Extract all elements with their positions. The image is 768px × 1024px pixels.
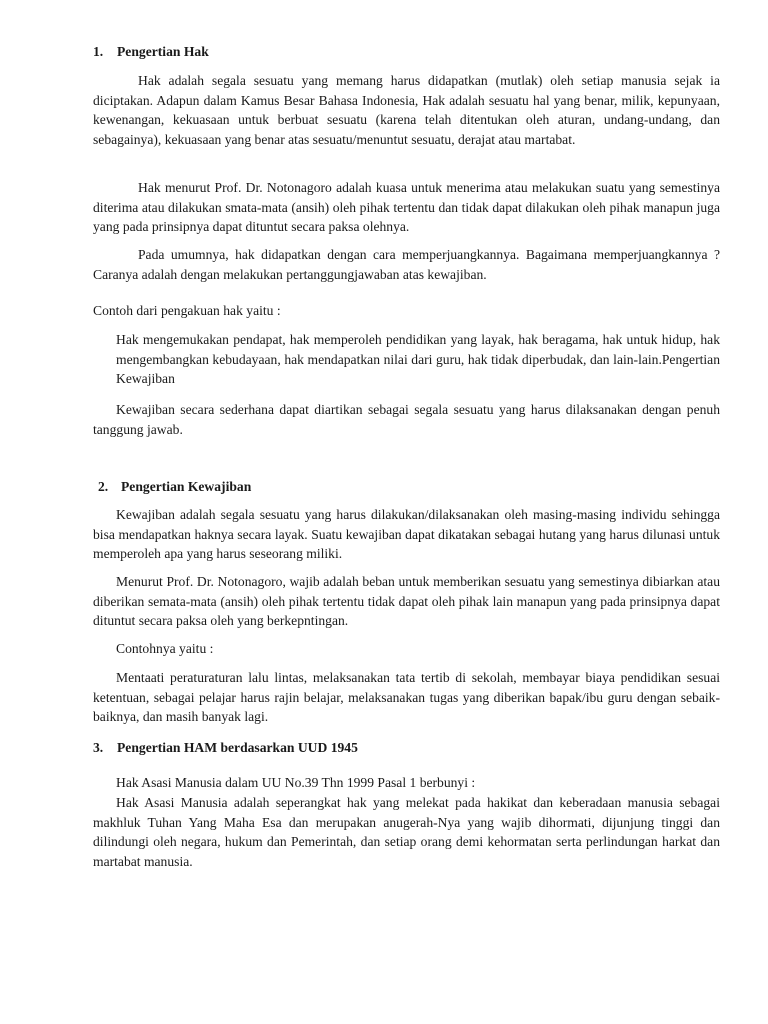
section-1-paragraph-2: Hak menurut Prof. Dr. Notonagoro adalah kuasa untuk menerima atau melakukan suatu yang semestinya diterima atau dilakukan smata-mata (ansih) oleh pihak tertentu dan tidak dapat dilakukan oleh pihak manapun juga yang pada prinsipnya dapat dituntut secara paksa olehnya. xyxy=(93,180,720,235)
section-3-title: Pengertian HAM berdasarkan UUD 1945 xyxy=(117,740,358,755)
section-1-title: Pengertian Hak xyxy=(117,44,209,59)
section-1-paragraph-1: Hak adalah segala sesuatu yang memang harus didapatkan (mutlak) oleh setiap manusia sejak ia diciptakan. Adapun dalam Kamus Besar Bahasa Indonesia, Hak adalah sesuatu hal yang benar, milik, kepunyaan, kewenangan, kekuasaan untuk berbuat sesuatu (karena telah ditentukan oleh aturan, undang-undang, dan sebagainya), kekuasaan yang benar atas sesuatu/menuntut sesuatu, derajat atau martabat. xyxy=(93,73,720,147)
section-1-number: 1. xyxy=(93,44,104,59)
section-1-paragraph-4: Kewajiban secara sederhana dapat diartikan sebagai segala sesuatu yang harus dilaksanakan dengan penuh tanggung jawab. xyxy=(93,402,720,437)
section-2-paragraph-2: Menurut Prof. Dr. Notonagoro, wajib adalah beban untuk memberikan sesuatu yang semestinya dibiarkan atau diberikan semata-mata (ansih) oleh pihak tertentu tidak dapat oleh pihak lain manapun yang pada prinsipnya dapat dituntut secara paksa oleh yang berkepntingan. xyxy=(93,574,720,629)
section-2-heading xyxy=(98,477,251,497)
section-3-number: 3. xyxy=(93,740,104,755)
section-2-paragraph-1: Kewajiban adalah segala sesuatu yang harus dilakukan/dilaksanakan oleh masing-masing individu sehingga bisa mendapatkan haknya secara layak. Suatu kewajiban dapat dikatakan sebagai hutang yang harus dilunasi untuk memperoleh apa yang harus seseorang miliki. xyxy=(93,507,720,562)
section-3-paragraph-1: Hak Asasi Manusia dalam UU No.39 Thn 1999 Pasal 1 berbunyi : xyxy=(116,775,476,790)
section-2-example-label: Contohnya yaitu : xyxy=(116,641,214,656)
section-1-heading xyxy=(93,42,209,62)
section-1-example-label: Contoh dari pengakuan hak yaitu : xyxy=(93,303,281,318)
section-1-paragraph-3: Pada umumnya, hak didapatkan dengan cara memperjuangkannya. Bagaimana memperjuangkannya ? Caranya adalah dengan melakukan pertanggungjawaban atas kewajiban. xyxy=(93,247,720,282)
section-1-example-text: Hak mengemukakan pendapat, hak memperoleh pendidikan yang layak, hak beragama, hak untuk hidup, hak mengembangkan kebudayaan, hak mendapatkan nilai dari guru, hak tidak diperbudak, dan lain-lain.Pengertian Kewajiban xyxy=(116,332,720,387)
section-3-heading xyxy=(93,738,358,758)
section-3-paragraph-2: Hak Asasi Manusia adalah seperangkat hak yang melekat pada hakikat dan keberadaan manusia sebagai makhluk Tuhan Yang Maha Esa dan merupakan anugerah-Nya yang wajib dihormati, dijunjung tinggi dan dilindungi oleh negara, hukum dan Pemerintah, dan setiap orang demi kehormatan serta perlindungan harkat dan martabat manusia. xyxy=(93,795,720,869)
section-2-paragraph-3: Mentaati peraturaturan lalu lintas, melaksanakan tata tertib di sekolah, membayar biaya pendidikan sesuai ketentuan, sebagai pelajar harus rajin belajar, melaksanakan tugas yang diberikan bapak/ibu guru dengan sebaik-baiknya, dan masih banyak lagi. xyxy=(93,670,720,725)
section-2-number: 2. xyxy=(98,479,109,494)
section-2-title: Pengertian Kewajiban xyxy=(121,479,252,494)
